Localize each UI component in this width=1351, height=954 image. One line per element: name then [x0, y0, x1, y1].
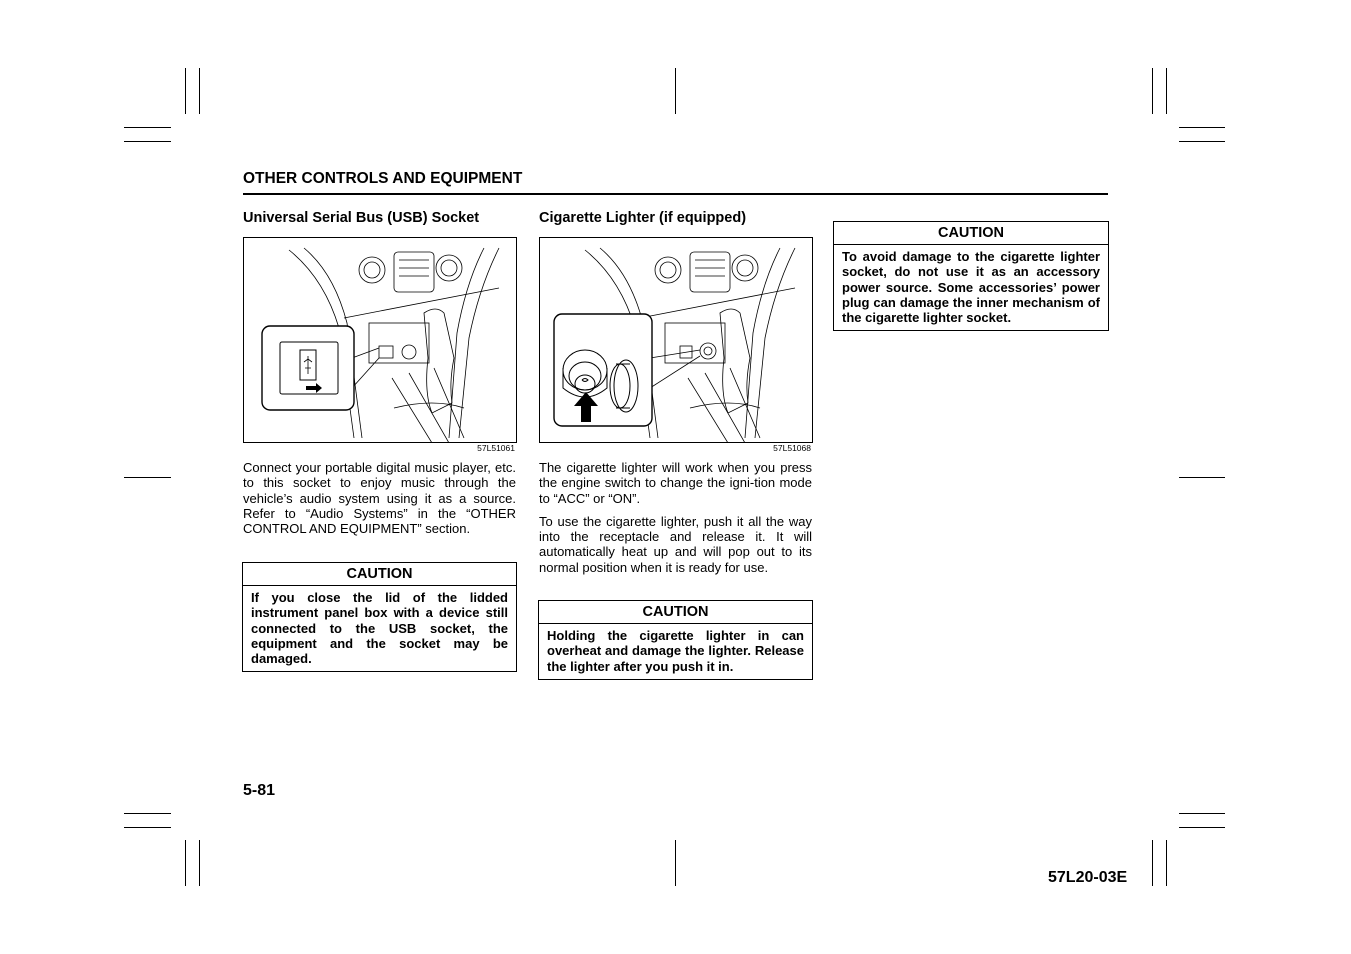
caution-title: CAUTION — [539, 601, 812, 624]
lighter-description — [539, 460, 812, 583]
usb-paragraph: Connect your portable digital music player, etc. to this socket to enjoy music through the vehicle’s audio system using it as a source. Refer to “Audio Systems” in the “OTHER CONTROL AND EQUIPMENT” section. — [243, 460, 516, 537]
lighter-paragraph-2: To use the cigarette lighter, push it all the way into the receptacle and release it. It will automatically heat up and will pop out to its normal position when it is ready for use. — [539, 513, 812, 575]
socket-caution-box — [833, 221, 1109, 331]
caution-title: CAUTION — [243, 563, 516, 586]
usb-figure-code: 57L51061 — [477, 443, 515, 453]
cigarette-lighter-figure — [539, 237, 813, 443]
section-rule — [243, 193, 1108, 195]
caution-text: To avoid damage to the cigarette lighter socket, do not use it as an accessory power source. Some accessories’ power plug can damage the inner mechanism of the cigarette lighter socket. — [842, 249, 1100, 326]
lighter-figure-code: 57L51068 — [773, 443, 811, 453]
usb-description — [243, 460, 516, 544]
lighter-heading: Cigarette Lighter (if equipped) — [539, 210, 747, 226]
document-code: 57L20-03E — [1048, 869, 1128, 886]
lighter-caution-box — [538, 600, 813, 680]
usb-socket-figure — [243, 237, 517, 443]
usb-caution-box — [242, 562, 517, 672]
caution-text: Holding the cigarette lighter in can overheat and damage the lighter. Release the lighter after you push it in. — [547, 628, 804, 674]
section-title: OTHER CONTROLS AND EQUIPMENT — [243, 170, 523, 187]
usb-heading: Universal Serial Bus (USB) Socket — [243, 210, 480, 226]
caution-text: If you close the lid of the lidded instrument panel box with a device still connected to the USB socket, the equipment and the socket may be damaged. — [251, 590, 508, 667]
caution-title: CAUTION — [834, 222, 1108, 245]
lighter-paragraph-1: The cigarette lighter will work when you press the engine switch to change the igni-tion mode to “ACC” or “ON”. — [539, 460, 812, 506]
page-number: 5-81 — [243, 782, 276, 799]
